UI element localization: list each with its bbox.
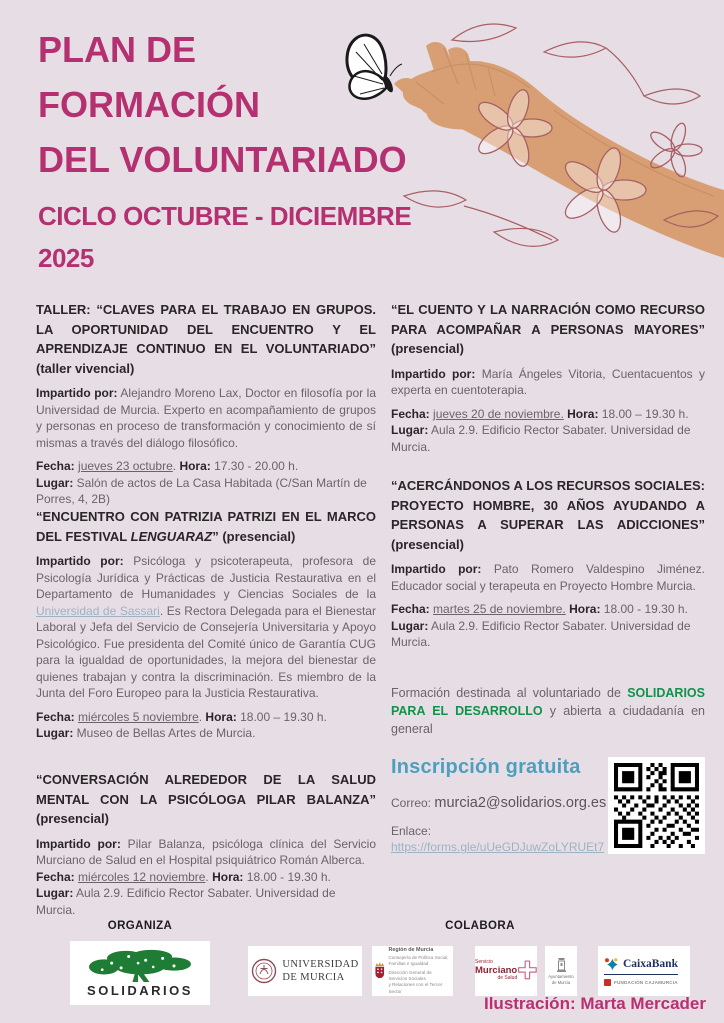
workshop-section-taller-grupos xyxy=(36,300,376,508)
workshop-title: “CONVERSACIÓN ALREDEDOR DE LA SALUD MENTAL CON LA PSICÓLOGA PILAR BALANZA” (presencial) xyxy=(36,772,376,826)
umu-name-line2: DE MURCIA xyxy=(282,972,345,983)
ayuntamiento-murcia-logo xyxy=(545,946,577,996)
workshop-datetime: Fecha: martes 25 de noviembre. Hora: 18.00 - 19.30 h. xyxy=(391,602,688,617)
fundacion-cajamurcia-icon xyxy=(604,979,611,986)
ayto-line1: Ayuntamiento xyxy=(548,974,574,980)
inscription-heading: Inscripción gratuita xyxy=(391,756,581,779)
murciano-salud-cross-icon xyxy=(518,955,537,987)
region-subtitle-1: Consejería de Política Social, xyxy=(388,954,449,960)
caixabank-star-icon xyxy=(604,957,619,972)
workshop-location: Lugar: Aula 2.9. Edificio Rector Sabater. Universidad de Murcia. xyxy=(391,423,691,454)
title-line-3: DEL VOLUNTARIADO xyxy=(38,139,407,180)
workshop-section-proyecto-hombre xyxy=(391,476,705,651)
workshop-title: TALLER: “CLAVES PARA EL TRABAJO EN GRUPOS. LA OPORTUNIDAD DEL ENCUENTRO Y EL APRENDIZAJE CONTINUO EN EL VOLUNTARIADO” (taller vivencial) xyxy=(36,302,376,376)
region-murcia-shield-icon xyxy=(374,958,385,984)
colabora-label: COLABORA xyxy=(445,920,515,932)
ayuntamiento-emblem-icon xyxy=(555,957,568,973)
closing-note: Formación destinada al voluntariado de SOLIDARIOS PARA EL DESARROLLO y abierta a ciudadanía en general xyxy=(391,686,705,737)
caixabank-logo xyxy=(598,946,690,996)
solidarios-tree-icon xyxy=(82,948,198,982)
region-murcia-logo xyxy=(372,946,453,996)
umu-name-line1: UNIVERSIDAD xyxy=(282,958,359,970)
subtitle-line-1: CICLO OCTUBRE - DICIEMBRE xyxy=(38,201,412,231)
title-line-2: FORMACIÓN xyxy=(38,84,260,125)
workshop-title: “EL CUENTO Y LA NARRACIÓN COMO RECURSO PARA ACOMPAÑAR A PERSONAS MAYORES” (presencial) xyxy=(391,302,705,356)
workshop-location: Lugar: Salón de actos de La Casa Habitada (C/San Martín de Porres, 4, 2B) xyxy=(36,475,367,507)
region-subtitle-3: Dirección General de Servicios Sociales xyxy=(388,969,432,982)
title-line-1: PLAN DE xyxy=(38,29,197,70)
organiza-label: ORGANIZA xyxy=(107,920,173,932)
email-address: murcia2@solidarios.org.es xyxy=(434,795,607,812)
workshop-description: Impartido por: Psicóloga y psicoterapeuta, profesora de Psicología Jurídica y Prácticas de Justicia Restaurativa en el Departamento de Humanidades y Ciencias Sociales de la Universidad de Sassari. Es Rectora Delegada para el Bienestar Laboral y Jefa del Servicio de Consejería Universitaria y Apoyo Psicológico. Fue presidenta del Comité único de Garantía CUG para la igualdad de oportunidades, la mejora del bienestar de quienes trabajan y contra la discriminación. Es miembro de la Junta del Foro Europeo para la Justicia Restaurativa. xyxy=(36,554,376,701)
solidarios-logo xyxy=(70,941,210,1005)
ayto-line2: de Murcia xyxy=(551,979,571,985)
workshop-location: Lugar: Aula 2.9. Edificio Rector Sabater. Universidad de Murcia. xyxy=(36,886,336,917)
region-title: Región de Murcia xyxy=(388,947,434,954)
sassari-link[interactable]: Universidad de Sassari xyxy=(36,603,160,618)
solidarios-wordmark: SOLIDARIOS xyxy=(87,983,193,998)
region-subtitle-2: Familias e Igualdad xyxy=(388,960,429,966)
workshop-section-pilar-balanza xyxy=(36,770,376,918)
workshop-datetime: Fecha: miércoles 12 noviembre. Hora: 18.00 - 19.30 h. xyxy=(36,869,331,884)
sms-line3: de Salud xyxy=(497,975,518,982)
workshop-description: Impartido por: María Ángeles Vitoria, Cuentacuentos y experta en cuentoterapia. xyxy=(391,366,705,398)
registration-form-link[interactable]: https://forms.gle/uUeGDJuwZoLYRUEt7 xyxy=(391,840,605,855)
workshop-title: “ENCUENTRO CON PATRIZIA PATRIZI EN EL MARCO DEL FESTIVAL LENGUARAZ” (presencial) xyxy=(36,509,376,544)
workshop-datetime: Fecha: jueves 23 octubre. Hora: 17.30 - 20.00 h. xyxy=(36,459,299,474)
sms-line1: Servicio xyxy=(475,959,493,966)
fundacion-cajamurcia-label: FUNDACIÓN CAJAMURCIA xyxy=(614,979,678,985)
poster-header xyxy=(38,22,411,279)
subtitle-line-2: 2025 xyxy=(38,243,94,273)
workshop-datetime: Fecha: jueves 20 de noviembre. Hora: 18.00 – 19.30 h. xyxy=(391,406,689,421)
workshop-title: “ACERCÁNDONOS A LOS RECURSOS SOCIALES: PROYECTO HOMBRE, 30 AÑOS AYUDANDO A PERSONAS A SUPERAR LAS ADICCIONES” (presencial) xyxy=(391,478,705,552)
workshop-location: Lugar: Museo de Bellas Artes de Murcia. xyxy=(36,726,256,741)
workshop-description: Impartido por: Pilar Balanza, psicóloga clínica del Servicio Murciano de Salud en el Hospital psiquiátrico Román Alberca. xyxy=(36,836,377,868)
sms-line2: Murciano xyxy=(475,964,518,976)
illustration-credit: Ilustración: Marta Mercader xyxy=(483,994,706,1013)
umu-seal-icon xyxy=(251,958,277,984)
workshop-description: Impartido por: Pato Romero Valdespino Jiménez. Educador social y terapeuta en Proyecto Hombre Murcia. xyxy=(391,562,705,593)
workshop-location: Lugar: Aula 2.9. Edificio Rector Sabater. Universidad de Murcia. xyxy=(391,618,691,650)
universidad-murcia-logo xyxy=(248,946,362,996)
solidarios-org-name: SOLIDARIOS PARA EL DESARROLLO xyxy=(391,686,705,719)
qr-code xyxy=(608,757,705,854)
email-line: Correo: murcia2@solidarios.org.es xyxy=(391,795,607,812)
region-subtitle-4: y Relaciones con el Tercer Sector xyxy=(388,982,443,994)
link-label: Enlace: xyxy=(391,824,432,839)
servicio-murciano-salud-logo xyxy=(475,946,537,996)
workshop-description: Impartido por: Alejandro Moreno Lax, Doctor en filosofía por la Universidad de Murcia. Experto en acompañamiento de grupos y personas en proceso de transformación y conocimiento de sí mismas a través del diálogo filosófico. xyxy=(36,386,377,450)
caixabank-wordmark: CaixaBank xyxy=(623,958,678,970)
workshop-section-cuento-narracion xyxy=(391,300,705,455)
workshop-section-patrizia-patrizi xyxy=(36,507,376,742)
workshop-datetime: Fecha: miércoles 5 noviembre. Hora: 18.00 – 19.30 h. xyxy=(36,709,327,724)
